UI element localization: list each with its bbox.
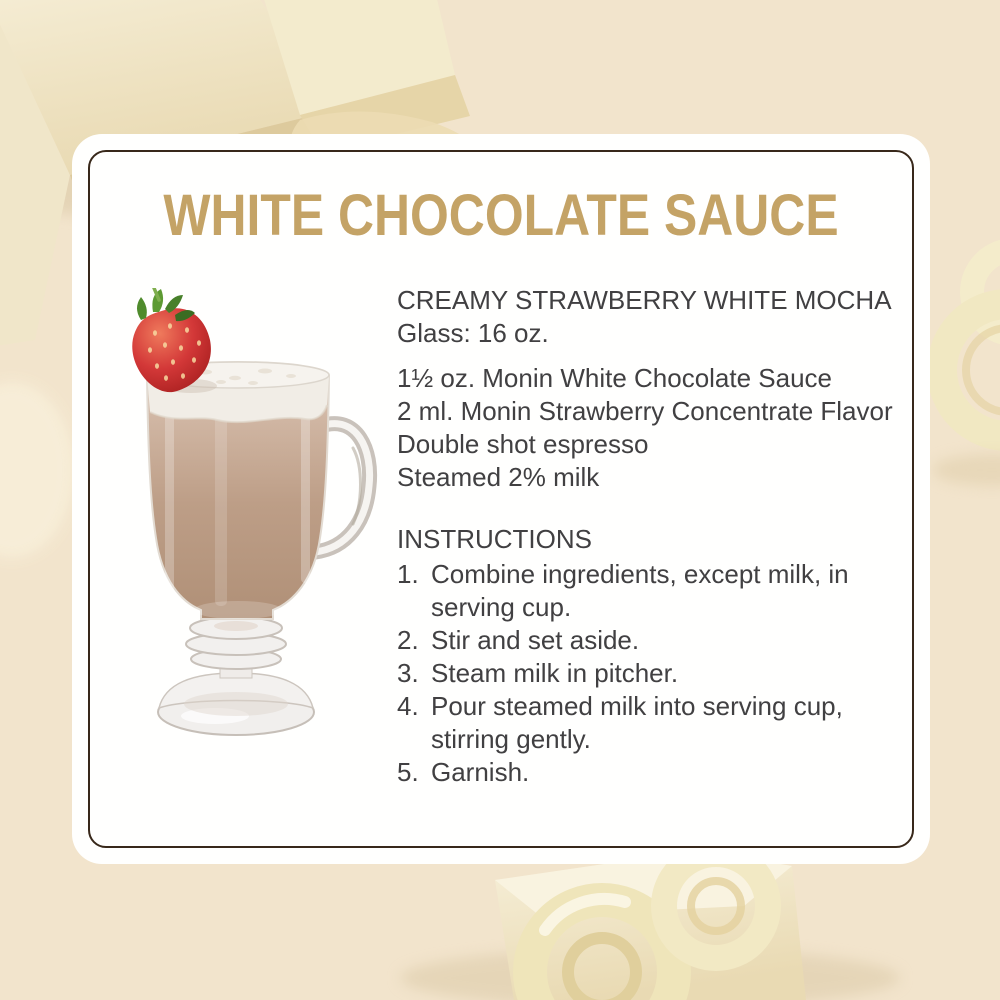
glass-bowl bbox=[147, 362, 329, 619]
step-text: Garnish. bbox=[431, 757, 530, 787]
chocolate-group-bottom bbox=[400, 850, 900, 1000]
ingredient-line: 2 ml. Monin Strawberry Concentrate Flavor bbox=[397, 396, 893, 426]
step-text: Pour steamed milk into serving cup, stirring gently. bbox=[431, 691, 843, 754]
instruction-step bbox=[397, 657, 902, 690]
ingredient-line: 1½ oz. Monin White Chocolate Sauce bbox=[397, 363, 833, 393]
step-number: 1. bbox=[397, 559, 419, 589]
step-number: 4. bbox=[397, 691, 419, 721]
step-number: 5. bbox=[397, 757, 419, 787]
instructions-heading: INSTRUCTIONS bbox=[397, 524, 592, 554]
chocolate-blob-left bbox=[0, 382, 74, 558]
recipe-name: CREAMY STRAWBERRY WHITE MOCHA bbox=[397, 285, 892, 315]
glass-stem bbox=[186, 617, 286, 678]
step-number: 2. bbox=[397, 625, 419, 655]
recipe-details bbox=[397, 284, 902, 789]
ingredient-list bbox=[397, 362, 902, 494]
step-text: Combine ingredients, except milk, in serving cup. bbox=[431, 559, 849, 622]
ingredient-line: Double shot espresso bbox=[397, 429, 649, 459]
instruction-step bbox=[397, 690, 902, 756]
page-title: WHITE CHOCOLATE SAUCE bbox=[163, 183, 839, 248]
chocolate-curl-right bbox=[932, 250, 1000, 486]
instruction-step bbox=[397, 756, 902, 789]
instruction-step bbox=[397, 558, 902, 624]
step-number: 3. bbox=[397, 658, 419, 688]
recipe-card bbox=[72, 134, 930, 864]
drink-photo-strawberry-white-mocha bbox=[95, 288, 405, 748]
instruction-step bbox=[397, 624, 902, 657]
step-text: Stir and set aside. bbox=[431, 625, 640, 655]
step-text: Steam milk in pitcher. bbox=[431, 658, 679, 688]
glass-foot bbox=[158, 673, 314, 735]
instruction-steps bbox=[397, 558, 902, 789]
ingredient-line: Steamed 2% milk bbox=[397, 462, 600, 492]
glass-size: Glass: 16 oz. bbox=[397, 318, 549, 348]
